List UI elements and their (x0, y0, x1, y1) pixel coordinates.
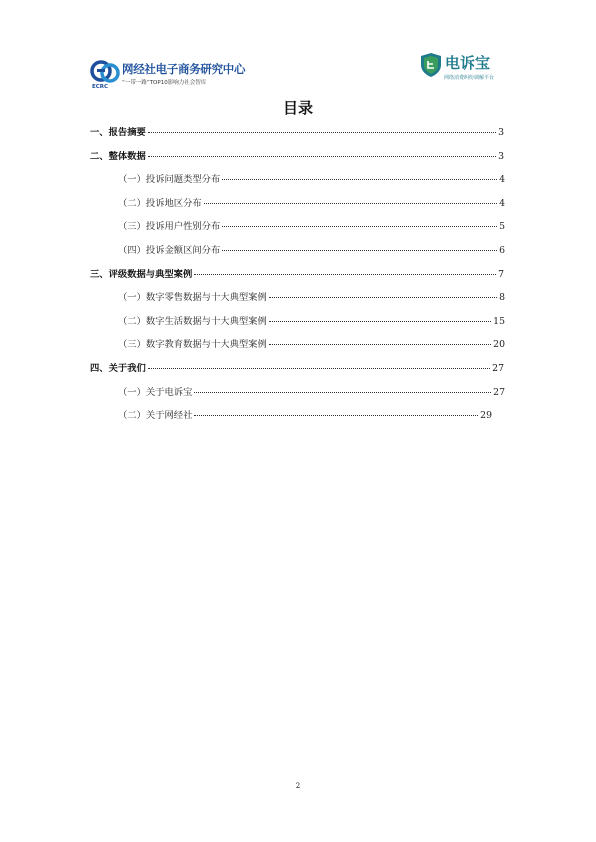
toc-entry-page: 3 (498, 150, 504, 162)
dianshubao-logo (420, 52, 510, 86)
toc-entry[interactable] (90, 266, 504, 290)
page-header (90, 50, 510, 92)
toc-subentry[interactable] (90, 384, 505, 408)
toc-entry-text: （四）投诉金额区间分布 (118, 244, 221, 256)
toc-leader (204, 203, 497, 204)
toc-entry-text: （一）关于电诉宝 (118, 386, 193, 398)
page-number: 2 (295, 782, 301, 790)
toc-entry[interactable] (90, 124, 504, 148)
toc-entry-text: 三、评级数据与典型案例 (90, 268, 193, 280)
toc-entry-page: 4 (499, 174, 505, 186)
toc-leader (269, 344, 491, 345)
toc-entry-text: （二）投诉地区分布 (118, 197, 202, 209)
toc-subentry[interactable] (90, 171, 505, 195)
toc-entry[interactable] (90, 360, 504, 384)
toc-entry-page: 20 (493, 339, 505, 351)
ecrc-tagline: “一带一路”TOP10影响力社会智库 (122, 80, 207, 86)
toc-entry-text: （三）数字教育数据与十大典型案例 (118, 339, 267, 351)
toc-leader (148, 156, 496, 157)
toc-entry-page: 4 (499, 197, 505, 209)
toc-subentry[interactable] (90, 218, 505, 242)
toc-entry-page: 7 (498, 268, 504, 280)
toc-leader (222, 179, 497, 180)
toc-entry-text: 一、报告摘要 (90, 127, 146, 138)
toc-leader (148, 132, 496, 133)
toc-entry-page: 8 (499, 292, 505, 304)
dianshubao-slogan: 网络消费纠纷调解平台 (444, 75, 495, 81)
toc-entry-text: （二）关于网经社 (118, 410, 193, 422)
toc-subentry[interactable] (90, 407, 492, 431)
toc-leader (222, 226, 497, 227)
toc-entry-text: （三）投诉用户性别分布 (118, 221, 221, 233)
toc-entry-text: 四、关于我们 (90, 362, 146, 374)
toc-entry-page: 29 (480, 410, 492, 422)
toc-entry-text: （二）数字生活数据与十大典型案例 (118, 315, 267, 327)
toc-entry-page: 5 (499, 221, 505, 233)
toc-leader (269, 297, 497, 298)
toc-entry-text: （一）数字零售数据与十大典型案例 (118, 292, 267, 304)
toc-subentry[interactable] (90, 313, 505, 337)
toc-entry-text: （一）投诉问题类型分布 (118, 174, 221, 186)
toc-leader (194, 392, 491, 393)
ecrc-name: 网经社电子商务研究中心 (122, 62, 246, 76)
dianshubao-name: 电诉宝 (445, 54, 491, 72)
toc-entry-page: 3 (498, 127, 504, 138)
table-of-contents (90, 124, 504, 431)
toc-entry-page: 27 (492, 362, 504, 374)
toc-leader (269, 321, 491, 322)
toc-entry-text: 二、整体数据 (90, 150, 146, 162)
toc-subentry[interactable] (90, 242, 505, 266)
ecrc-abbr: ECRC (92, 84, 109, 90)
toc-entry[interactable] (90, 148, 504, 172)
toc-leader (148, 368, 490, 369)
ecrc-logo (90, 60, 260, 92)
toc-entry-page: 15 (493, 315, 505, 327)
toc-entry-page: 27 (493, 386, 505, 398)
toc-leader (194, 274, 496, 275)
shield-logo-icon (420, 52, 442, 78)
toc-subentry[interactable] (90, 336, 505, 360)
toc-subentry[interactable] (90, 289, 505, 313)
toc-entry-page: 6 (499, 244, 505, 256)
toc-subentry[interactable] (90, 195, 505, 219)
toc-leader (194, 415, 478, 416)
toc-leader (222, 250, 497, 251)
toc-title: 目录 (282, 99, 313, 117)
